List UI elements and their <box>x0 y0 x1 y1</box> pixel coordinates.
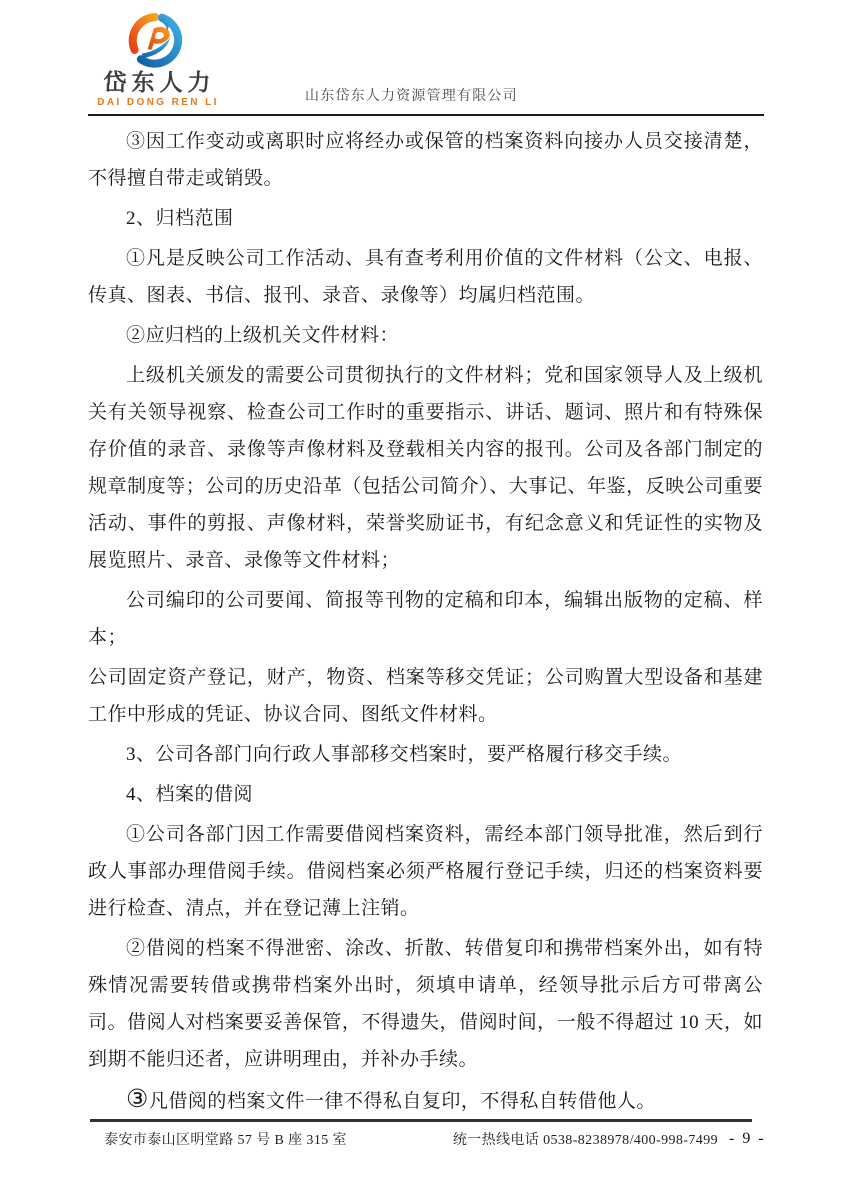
logo-en-text: DAI DONG REN LI <box>97 97 219 109</box>
page-number: - 9 - <box>729 1130 766 1147</box>
paragraph: 公司固定资产登记，财产，物资、档案等移交凭证；公司购置大型设备和基建工作中形成的凭证、协议合同、图纸文件材料。 <box>88 667 763 725</box>
company-name: 山东岱东人力资源管理有限公司 <box>305 89 518 104</box>
footer-divider <box>90 1119 752 1122</box>
logo-mark-icon <box>126 10 188 70</box>
paragraph: 3、公司各部门向行政人事部移交档案时，要严格履行移交手续。 <box>126 744 683 765</box>
footer <box>90 1129 752 1149</box>
paragraph: ①公司各部门因工作需要借阅档案资料，需经本部门领导批准，然后到行政人事部办理借阅手续。借阅档案必须严格履行登记手续，归还的档案资料要进行检查、清点，并在登记薄上注销。 <box>88 824 763 919</box>
footer-address: 泰安市泰山区明堂路 57 号 B 座 315 室 <box>104 1133 347 1148</box>
paragraph-text: 凡借阅的档案文件一律不得私自复印，不得私自转借他人。 <box>148 1091 656 1112</box>
document-body <box>88 123 763 1123</box>
paragraph: ①凡是反映公司工作活动、具有查考利用价值的文件材料（公文、电报、传真、图表、书信、报刊、录音、录像等）均属归档范围。 <box>88 248 763 306</box>
paragraph: 公司编印的公司要闻、简报等刊物的定稿和印本，编辑出版物的定稿、样本； <box>88 590 763 648</box>
paragraph: ③因工作变动或离职时应将经办或保管的档案资料向接办人员交接清楚，不得擅自带走或销毁。 <box>88 131 763 189</box>
paragraph <box>88 1081 763 1120</box>
logo-cn-text: 岱东人力 <box>103 69 216 95</box>
footer-hotline: 统一热线电话 0538-8238978/400-998-7499 <box>452 1133 718 1148</box>
header-divider <box>88 114 764 116</box>
company-logo <box>94 10 220 108</box>
paragraph: ②应归档的上级机关文件材料： <box>126 325 400 346</box>
paragraph: ②借阅的档案不得泄密、涂改、折散、转借复印和携带档案外出，如有特殊情况需要转借或携带档案外出时，须填申请单，经领导批示后方可带离公司。借阅人对档案要妥善保管，不得遗失，借阅时间，一般不得超过 10 天，如到期不能归还者，应讲明理由，并补办手续。 <box>88 938 763 1070</box>
paragraph: 2、归档范围 <box>126 208 234 229</box>
circled-3-marker: ③ <box>126 1086 149 1113</box>
paragraph: 4、档案的借阅 <box>126 784 254 805</box>
paragraph: 上级机关颁发的需要公司贯彻执行的文件材料；党和国家领导人及上级机关有关领导视察、检查公司工作时的重要指示、讲话、题词、照片和有特殊保存价值的录音、录像等声像材料及登载相关内容的报刊。公司及各部门制定的规章制度等；公司的历史沿革（包括公司简介）、大事记、年鉴，反映公司重要活动、事件的剪报、声像材料，荣誉奖励证书，有纪念意义和凭证性的实物及展览照片、录音、录像等文件材料； <box>88 365 763 571</box>
